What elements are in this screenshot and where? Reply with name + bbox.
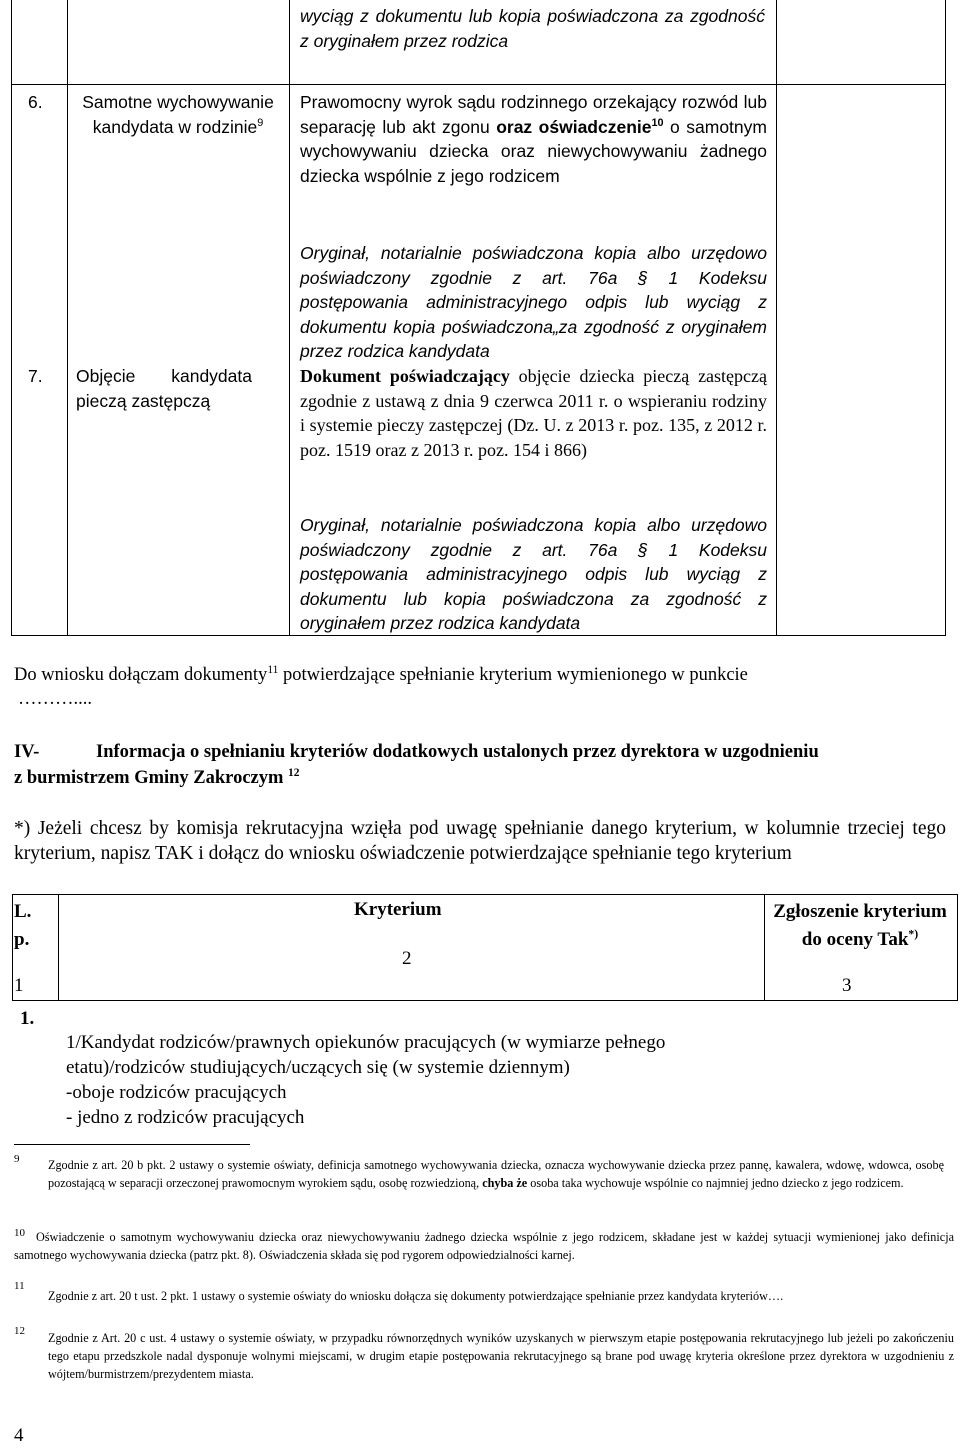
section-iv-heading: IV- Informacja o spełnianiu kryteriów dodatkowych ustalonych przez dyrektora w uzgodnieniu z burmistrzem Gminy Zakroczym $^{12}$ (14, 739, 954, 791)
page-number: 4 (14, 1425, 24, 1446)
criterion-line: - jedno z rodziców pracujących (66, 1107, 305, 1128)
attachments-statement: Do wniosku dołączam dokumenty$^{11}$ potwierdzające spełnianie kryterium wymienionego w punkcie ……….... (14, 663, 748, 709)
footnote-9-text: Zgodnie z art. 20 b pkt. 2 ustawy o systemie oświaty, definicja samotnego wychowywania dziecka, oznacza wychowywanie dziecka przez pannę, kawalera, wdowę, wdowca, osobę pozostającą w separacji orzeczonej prawomocnym wyrokiem sądu, osobę rozwiedzioną, chyba że osoba taka wychowuje wspólnie co najmniej jedno dziecko z jego rodzicem. (48, 1158, 944, 1190)
column-number-1: 1 (14, 975, 24, 996)
row-7-criterion: Objęcie kandydata pieczą zastępczą (76, 366, 252, 411)
table-row-criterion (66, 1030, 756, 1130)
zgloszenie-header: Zgłoszenie kryterium do oceny Tak*) (773, 901, 947, 950)
continuation-document-text: wyciąg z dokumentu lub kopia poświadczona za zgodność z oryginałem przez rodzica (300, 6, 765, 51)
criterion-line: 1/Kandydat rodziców/prawnych opiekunów pracujących (w wymiarze pełnego etatu)/rodziców studiujących/uczących się (w systemie dziennym) (66, 1032, 666, 1078)
footnote-11-number: 11 (14, 1280, 25, 1292)
column-number-2: 2 (402, 948, 412, 969)
kryterium-header: Kryterium (354, 899, 442, 920)
footnote-10-text: Oświadczenie o samotnym wychowywaniu dziecka oraz niewychowywaniu żadnego dziecka wspólnie z jego rodzicem, składane jest w każdej sytuacji wymienionej jako definicja samotnego wychowywania dziecka (patrz pkt. 8). Oświadczenia składa się pod rygorem odpowiedzialności karnej. (14, 1230, 954, 1262)
footnote-12-number: 12 (14, 1325, 25, 1337)
table-row-lp: 1. (20, 1008, 35, 1029)
row-6-required-document: Prawomocny wyrok sądu rodzinnego orzekający rozwód lub separację lub akt zgonu oraz oświadczenie$^{10}$ o samotnym wychowywaniu dziecka oraz niewychowywaniu żadnego dziecka wspólnie z jego rodzicem (300, 92, 767, 186)
section-iv-title-line1: Informacja o spełnianiu kryteriów dodatkowych ustalonych przez dyrektora w uzgodnieniu (96, 742, 819, 762)
lp-header: L. p. (14, 901, 32, 950)
row-7-number: 7. (28, 366, 43, 386)
row-6-number: 6. (28, 92, 43, 112)
column-number-3: 3 (842, 975, 852, 996)
footnote-12-text: Zgodnie z Art. 20 c ust. 4 ustawy o systemie oświaty, w przypadku równorzędnych wyników uzyskanych w pierwszym etapie postępowania rekrutacyjnego lub jeżeli po zakończeniu tego etapu przedszkole nadal dysponuje wolnymi miejscami, w drugim etapie postępowania rekrutacyjnego są brane pod uwagę kryteria określone przez dyrektora w uzgodnieniu z wójtem/burmistrzem/prezydentem miasta. (48, 1331, 954, 1381)
row-7-required-document: Dokument poświadczający objęcie dziecka pieczą zastępczą zgodnie z ustawą z dnia 9 czerwca 2011 r. o wspieraniu rodziny i systemie pieczy zastępczej (Dz. U. z 2013 r. poz. 135, z 2012 r. poz. 1519 oraz z 2013 r. poz. 154 i 866) (300, 366, 768, 460)
footnote-separator (14, 1144, 250, 1145)
row-7-document-form: Oryginał, notarialnie poświadczona kopia albo urzędowo poświadczony zgodnie z art. 76a § 1 Kodeksu postępowania administracyjnego odpis lub wyciąg z dokumentu lub kopia poświadczona za zgodność z oryginałem przez rodzica kandydata (300, 515, 767, 633)
footnote-10-number: 10 (14, 1227, 25, 1239)
row-6-document-form: Oryginał, notarialnie poświadczona kopia albo urzędowo poświadczony zgodnie z art. 76a § 1 Kodeksu postępowania administracyjnego odpis lub wyciąg z dokumentu kopia poświadczona„za zgodność z oryginałem przez rodzica kandydata (300, 243, 767, 361)
section-iv-number: IV- (14, 742, 40, 762)
footnote-9-number: 9 (14, 1153, 20, 1165)
section-iv-title-line2: z burmistrzem Gminy Zakroczym (14, 768, 284, 788)
criterion-line: -oboje rodziców pracujących (66, 1082, 287, 1103)
footnote-11-text: Zgodnie z art. 20 t ust. 2 pkt. 1 ustawy o systemie oświaty do wniosku dołącza się dokumenty potwierdzające spełnianie przez kandydata kryteriów…. (48, 1289, 784, 1303)
instruction-text: *) Jeżeli chcesz by komisja rekrutacyjna wzięła pod uwagę spełnianie danego kryterium, w kolumnie trzeciej tego kryterium, napisz TAK i dołącz do wniosku oświadczenie potwierdzające spełnianie tego kryterium (14, 818, 946, 864)
row-6-criterion: Samotne wychowywanie kandydata w rodzinie$^9$ (82, 92, 274, 137)
